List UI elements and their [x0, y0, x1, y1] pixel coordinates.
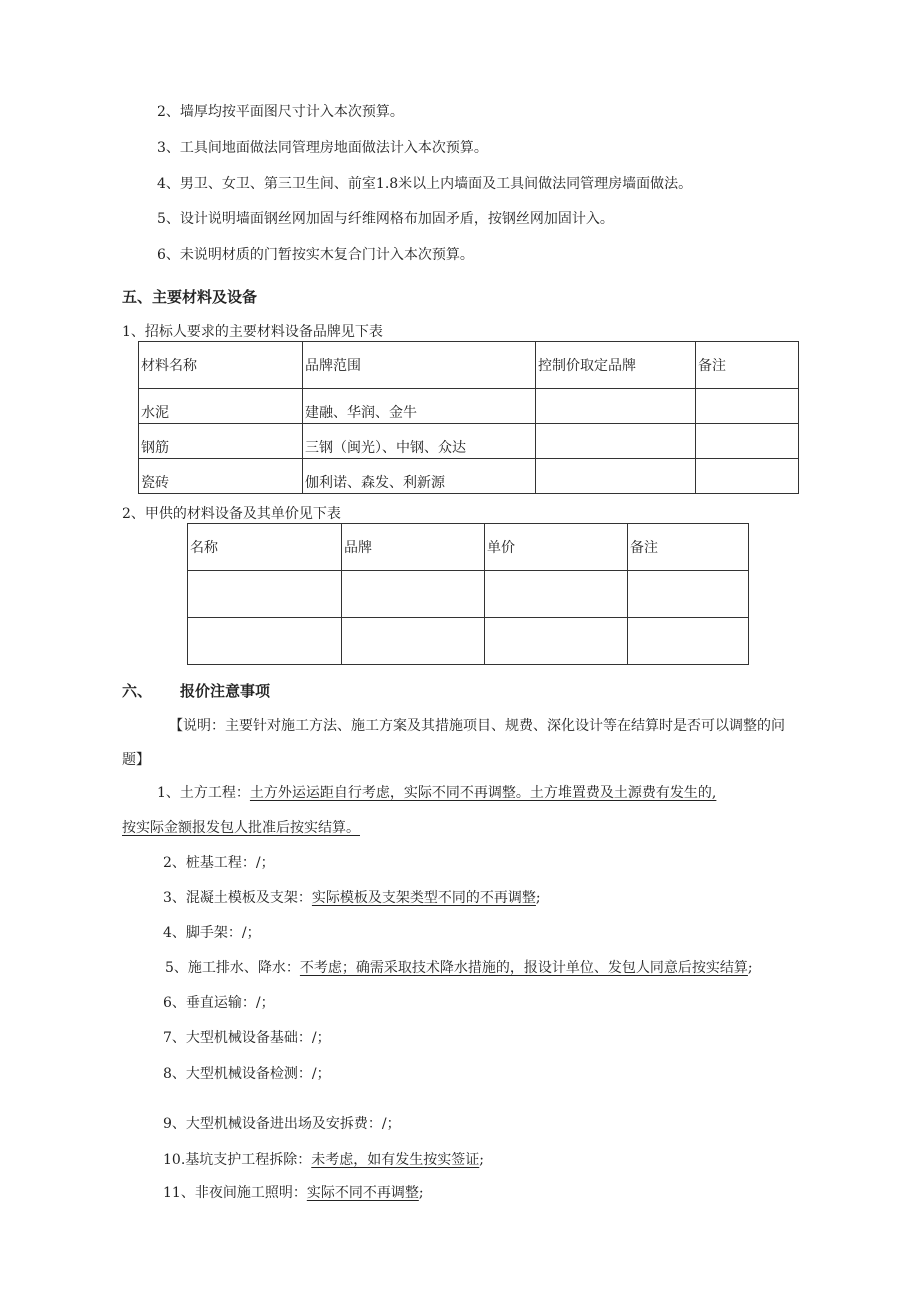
item-machine-foundation: [163, 1028, 331, 1048]
table-row: [188, 618, 749, 665]
table-cell: 钢筋: [141, 440, 169, 456]
item-value: /；: [311, 1066, 331, 1082]
item-label: 6、垂直运输：: [163, 995, 256, 1011]
brand-header-control: 控制价取定品牌: [538, 358, 636, 374]
section-6-number: 六、: [122, 682, 153, 700]
item-earthwork: [157, 783, 716, 803]
note-6: 6、未说明材质的门暂按实木复合门计入本次预算。: [157, 247, 474, 263]
item-lighting: [163, 1183, 424, 1203]
note-2: 2、墙厚均按平面图尺寸计入本次预算。: [157, 104, 404, 120]
item-machine-install: [163, 1114, 401, 1134]
table-cell: 伽利诺、森发、利新源: [305, 475, 445, 491]
note-5: 5、设计说明墙面钢丝网加固与纤维网格布加固矛盾，按钢丝网加固计入。: [157, 211, 614, 227]
table-cell: 三钢（闽光）、中钢、众达: [305, 440, 466, 456]
item-value-cont: 按实际金额报发包人批准后按实结算。: [122, 820, 360, 836]
section-6-note-line1: 【说明：主要针对施工方法、施工方案及其措施项目、规费、深化设计等在结算时是否可以调整的问: [169, 718, 785, 734]
table-cell: [628, 618, 749, 665]
table-cell: [188, 618, 342, 665]
item-formwork: [163, 888, 541, 908]
section-5-heading: 五、主要材料及设备: [122, 288, 258, 306]
item-value: 实际不同不再调整: [306, 1185, 419, 1201]
item-value: 未考虑，如有发生按实签证: [311, 1152, 480, 1168]
table-cell: [628, 571, 749, 618]
item-label: 7、大型机械设备基础：: [163, 1030, 312, 1046]
item-value: /；: [311, 1030, 331, 1046]
item-value: 实际模板及支架类型不同的不再调整: [311, 890, 536, 906]
table-cell: [342, 571, 485, 618]
table-row: [139, 459, 799, 494]
table1-title: 1、招标人要求的主要材料设备品牌见下表: [122, 324, 383, 340]
item-suffix: ;: [479, 1152, 484, 1168]
table-row: [188, 571, 749, 618]
item-suffix: ;: [418, 1185, 424, 1201]
table-cell: [696, 389, 799, 424]
brand-header-range: 品牌范围: [305, 358, 361, 374]
brand-header-material: 材料名称: [141, 358, 197, 374]
supply-header-brand: 品牌: [344, 540, 372, 556]
table-cell: [485, 571, 628, 618]
table-cell: [536, 389, 696, 424]
table-cell: 建融、华润、金牛: [305, 405, 417, 421]
section-6-note-line2: 题】: [122, 752, 150, 768]
item-pile: [163, 853, 275, 873]
item-value: /；: [255, 855, 275, 871]
item-label: 1、土方工程：: [157, 785, 250, 801]
table2-title: 2、甲供的材料设备及其单价见下表: [122, 506, 341, 522]
item-label: 11、非夜间施工照明：: [163, 1185, 307, 1201]
brand-table: [138, 341, 799, 494]
item-label: 4、脚手架：: [163, 925, 242, 941]
item-value: 不考虑；确需采取技术降水措施的，报设计单位、发包人同意后按实结算: [299, 960, 748, 976]
table-cell: [536, 459, 696, 494]
item-suffix: ;: [747, 960, 753, 976]
table-cell: [188, 571, 342, 618]
table-row: [139, 389, 799, 424]
item-scaffold: [163, 923, 261, 943]
supply-table-header-row: [188, 524, 749, 571]
item-vertical-transport: [163, 993, 275, 1013]
note-4: 4、男卫、女卫、第三卫生间、前室1.8米以上内墙面及工具间做法同管理房墙面做法。: [157, 176, 693, 192]
table-cell: 瓷砖: [141, 475, 169, 491]
table-cell: [342, 618, 485, 665]
brand-header-remark: 备注: [698, 358, 726, 374]
item-label: 3、混凝土模板及支架：: [163, 890, 312, 906]
table-cell: [696, 459, 799, 494]
item-value: /；: [255, 995, 275, 1011]
supply-header-price: 单价: [487, 540, 515, 556]
supply-header-name: 名称: [190, 540, 218, 556]
table-cell: [696, 424, 799, 459]
table-cell: 水泥: [141, 405, 169, 421]
item-drainage: [165, 958, 753, 978]
item-value: 土方外运运距自行考虑，实际不同不再调整。土方堆置费及土源费有发生的,: [249, 785, 717, 801]
note-3: 3、工具间地面做法同管理房地面做法计入本次预算。: [157, 140, 488, 156]
item-value: /；: [381, 1116, 401, 1132]
supply-table: [187, 523, 749, 665]
item-pit-support: [163, 1150, 484, 1170]
item-earthwork-cont: [122, 818, 360, 838]
item-label: 5、施工排水、降水：: [165, 960, 300, 976]
brand-table-header-row: [139, 342, 799, 389]
supply-header-remark: 备注: [630, 540, 658, 556]
item-label: 2、桩基工程：: [163, 855, 256, 871]
table-row: [139, 424, 799, 459]
item-label: 10.基坑支护工程拆除：: [163, 1152, 312, 1168]
item-machine-inspection: [163, 1064, 331, 1084]
item-label: 8、大型机械设备检测：: [163, 1066, 312, 1082]
section-6-heading: 报价注意事项: [180, 682, 271, 700]
table-cell: [485, 618, 628, 665]
table-cell: [536, 424, 696, 459]
item-label: 9、大型机械设备进出场及安拆费：: [163, 1116, 382, 1132]
item-suffix: ;: [535, 890, 541, 906]
item-value: /；: [241, 925, 261, 941]
